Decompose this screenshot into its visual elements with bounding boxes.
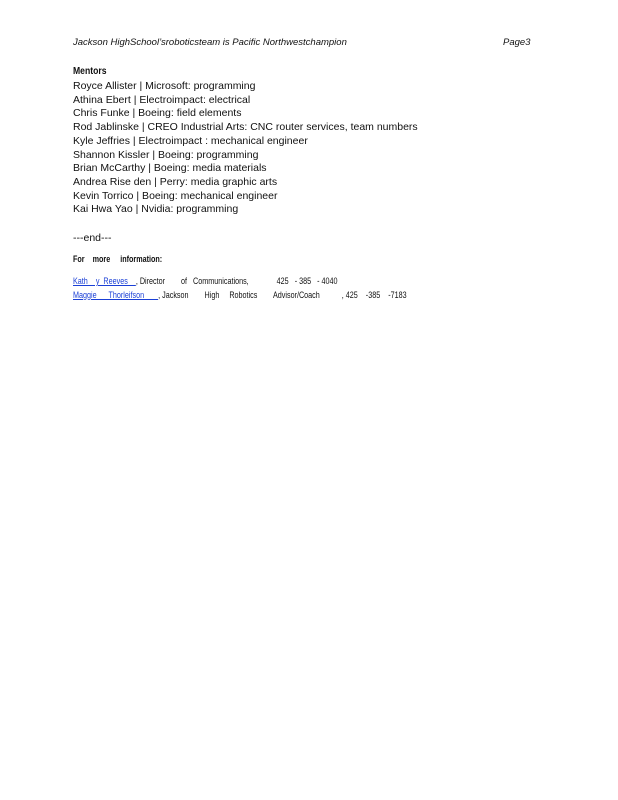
mentor-item: Brian McCarthy | Boeing: media materials	[73, 162, 267, 175]
page-number: Page3	[503, 37, 531, 48]
mentor-item: Kyle Jeffries | Electroimpact : mechanical engineer	[73, 134, 308, 147]
contact-name-link[interactable]: Kath y Reeves	[73, 276, 136, 286]
mentor-item: Rod Jablinske | CREO Industrial Arts: CNC router services, team numbers	[73, 121, 418, 134]
mentor-item: Shannon Kissler | Boeing: programming	[73, 148, 259, 161]
contact-details: , Jackson High Robotics Advisor/Coach , 425 -385 -7183	[158, 290, 407, 300]
contact-row	[73, 290, 407, 300]
more-info-label: For more information:	[73, 254, 163, 264]
mentor-item: Kevin Torrico | Boeing: mechanical engineer	[73, 189, 278, 202]
mentor-item: Athina Ebert | Electroimpact: electrical	[73, 93, 251, 106]
mentors-heading: Mentors	[73, 65, 107, 77]
mentor-list	[73, 80, 418, 217]
mentor-item: Kai Hwa Yao | Nvidia: programming	[73, 203, 239, 216]
contact-name-link[interactable]: Maggie Thorleifson	[73, 290, 159, 300]
mentor-item: Royce Allister | Microsoft: programming	[73, 80, 256, 92]
end-marker: ---end---	[73, 232, 112, 244]
mentor-item: Andrea Rise den | Perry: media graphic arts	[73, 175, 278, 188]
mentor-item: Chris Funke | Boeing: field elements	[73, 107, 242, 120]
contact-row	[73, 276, 338, 286]
contact-details: , Director of Communications, 425 - 385 - 4040	[135, 276, 338, 286]
running-header-title: Jackson HighSchool’sroboticsteam is Pacific Northwestchampion	[73, 37, 347, 48]
